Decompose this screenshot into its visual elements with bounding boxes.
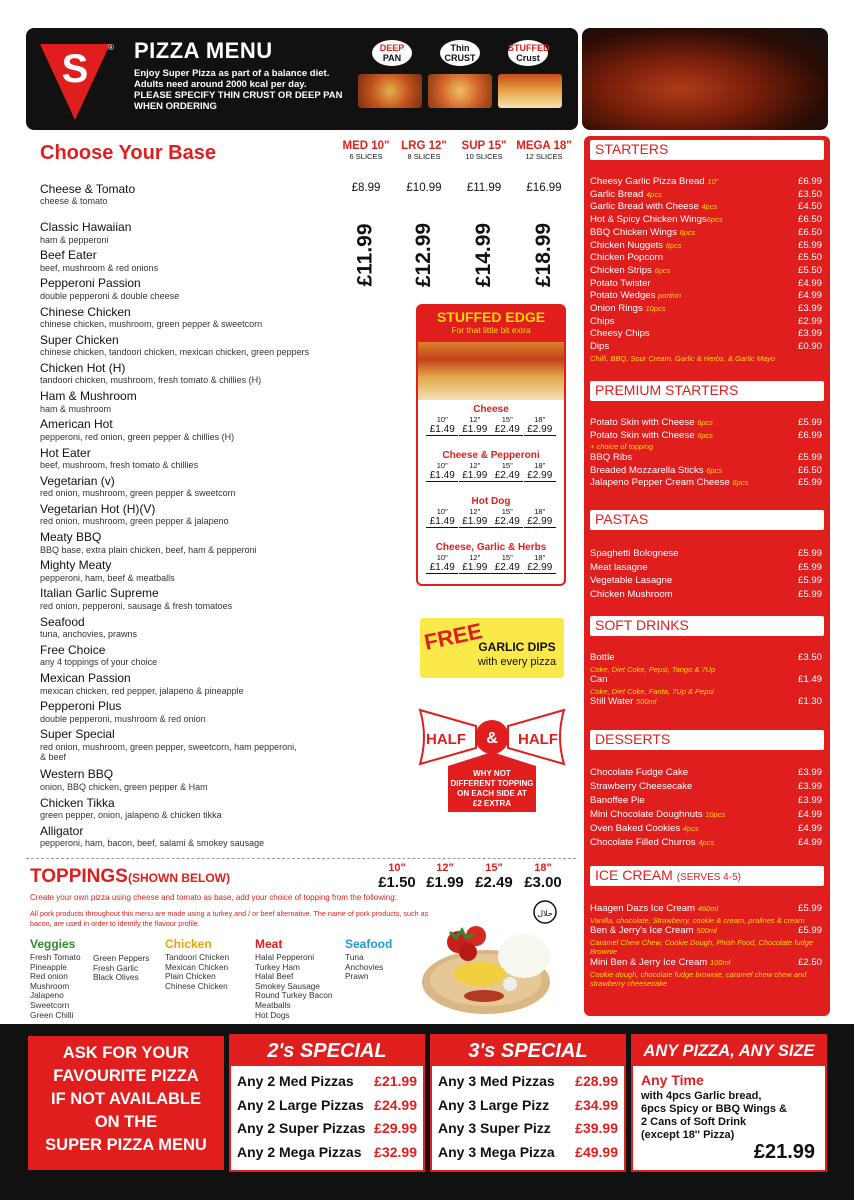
any-pizza-deal-box <box>631 1034 827 1172</box>
flavour-options: Vanilla, chocolate, Strawberry, cookie & cream, pralines & cream <box>590 915 805 925</box>
topping-column-veggies-extra: Green Peppers Fresh Garlic Black Olives <box>93 953 150 983</box>
deal-row: Any 3 Large Pizz £34.99 <box>438 1096 618 1113</box>
ice-cream-list <box>590 903 824 989</box>
menu-item: Potato Skin with Cheese 6pcs £5.99 <box>590 417 822 428</box>
pizza-item: Beef Eater beef, mushroom & red onions <box>40 248 159 273</box>
topping-price: 10" £1.50 <box>378 862 416 891</box>
all-pizzas-price-lrg: £12.99 <box>412 222 436 288</box>
flavour-options: Caramel Chew Chew, Cookie Dough, Phish Food, Chocolate fudge Brownie <box>590 937 814 957</box>
half-ampersand: & <box>486 730 498 747</box>
stuffed-edge-header <box>418 306 564 342</box>
desserts-list <box>590 766 824 850</box>
menu-item: Chocolate Filled Churros 4pcs £4.99 <box>590 837 822 848</box>
deal-row: Any 3 Super Pizz £39.99 <box>438 1120 618 1136</box>
toppings-instruction: Create your own pizza using cheese and tomato as base, add your choice of topping from the following: <box>30 893 397 902</box>
any-pizza-title: ANY PIZZA, ANY SIZE <box>633 1036 825 1066</box>
menu-item: Dips £0.90 <box>590 341 822 353</box>
page-title: PIZZA MENU <box>134 38 273 63</box>
stuffed-crust-photo <box>498 74 562 108</box>
menu-item: Ben & Jerry's Ice Cream 500ml £5.99 <box>590 925 822 937</box>
pizza-item: Vegetarian Hot (H)(V) red onion, mushroom, green pepper & jalapeno <box>40 501 229 527</box>
super-pizza-logo <box>38 36 112 122</box>
menu-item: Chicken Mushroom £5.99 <box>590 588 822 600</box>
chicken-wings-photo <box>582 28 828 130</box>
menu-item: Jalapeno Pepper Cream Cheese 6pcs £5.99 <box>590 477 822 489</box>
premium-starters-list <box>590 417 824 490</box>
pizza-item: Western BBQ onion, BBQ chicken, green pepper & Ham <box>40 767 208 792</box>
deal-row: Any 2 Mega Pizzas £32.99 <box>237 1143 417 1160</box>
menu-item: Chips £2.99 <box>590 315 822 327</box>
stuffed-edge-group: Cheese & Pepperoni 10" 12" 15" 18" £1.49 £1.99 £2.49 £2.99 <box>418 450 564 482</box>
pork-products-note: All pork products throughout this menu are made using a turkey and / or beef alternative. The name of pork products, such as bacon, are used in order to identify the flavour profile. <box>30 909 429 928</box>
menu-item: Vegetable Lasagne £5.99 <box>590 575 822 586</box>
toppings-title: TOPPINGS <box>30 866 128 887</box>
menu-item: Chicken Popcorn £5.50 <box>590 252 822 264</box>
premium-starters-heading: PREMIUM STARTERS <box>590 381 824 401</box>
menu-item: Potato Skin with Cheese 6pcs £6.99 <box>590 429 822 441</box>
pizza-item: Pepperoni Plus double pepperoni, mushroom & red onion <box>40 699 206 724</box>
topping-price: 18" £3.00 <box>524 862 562 891</box>
twos-special-title: 2's SPECIAL <box>231 1036 423 1066</box>
size-header-mega: MEGA 18" 12 SLICES <box>516 140 572 161</box>
pizza-item: Mexican Passion mexican chicken, red pepper, jalapeno & pineapple <box>40 671 244 696</box>
pizza-item: Mighty Meaty pepperoni, ham, beef & meatballs <box>40 558 175 583</box>
desserts-heading: DESSERTS <box>590 730 824 750</box>
topping-price: 15" £2.49 <box>475 862 513 891</box>
pizza-item: Super Special red onion, mushroom, green pepper, sweetcorn, ham pepperoni, & beef <box>40 727 297 762</box>
dips-options: Chilli, BBQ, Sour Cream, Garlic & Herbs, & Garlic Mayo <box>590 353 776 363</box>
cheese-tomato-desc: cheese & tomato <box>40 196 108 206</box>
size-header-med: MED 10" 6 SLICES <box>342 140 390 161</box>
pizza-item: Italian Garlic Supreme red onion, pepperoni, sausage & fresh tomatoes <box>40 586 233 611</box>
menu-item: Garlic Bread 4pcs £3.50 <box>590 188 822 200</box>
starters-list <box>590 176 824 363</box>
pizza-item: Vegetarian (v) red onion, mushroom, green pepper & sweetcorn <box>40 473 236 499</box>
cheese-tomato-price: £8.99 <box>351 182 381 194</box>
menu-item: Onion Rings 10pcs £3.99 <box>590 303 822 315</box>
topping-price: 12" £1.99 <box>426 862 464 891</box>
topping-column-seafood: Seafood Tuna Anchovies Prawn <box>345 937 393 982</box>
size-header-lrg: LRG 12" 8 SLICES <box>401 140 447 161</box>
menu-header <box>26 28 578 130</box>
deal-row: Any 3 Med Pizzas £28.99 <box>438 1073 618 1089</box>
threes-special-box <box>430 1034 626 1172</box>
free-dips-line1: GARLIC DIPS <box>478 640 556 654</box>
menu-item: Potato Wedges portion £4.99 <box>590 290 822 302</box>
menu-item: BBQ Ribs £5.99 <box>590 451 822 463</box>
stuffed-edge-group: Cheese 10" 12" 15" 18" £1.49 £1.99 £2.49 £2.99 <box>418 404 564 436</box>
pizza-item: Pepperoni Passion double pepperoni & double cheese <box>40 276 180 301</box>
deal-row: Any 3 Mega Pizza £49.99 <box>438 1143 618 1160</box>
cheese-tomato-price: £10.99 <box>406 182 442 194</box>
deal-row: Any 2 Super Pizzas £29.99 <box>237 1120 417 1136</box>
twos-special-box <box>229 1034 425 1172</box>
toppings-photo <box>420 900 560 1018</box>
soft-drinks-list <box>590 652 824 709</box>
cheese-tomato-price: £11.99 <box>466 182 502 194</box>
deep-pan-photo <box>358 74 422 108</box>
menu-item: Cheesy Garlic Pizza Bread 10" £6.99 <box>590 176 822 187</box>
ice-cream-heading: ICE CREAM (SERVES 4-5) <box>590 866 824 886</box>
menu-item: Still Water 500ml £1.30 <box>590 696 822 708</box>
pizza-item: Super Chicken chinese chicken, tandoori chicken, mexican chicken, green peppers <box>40 332 310 358</box>
pizza-item: Chicken Tikka green pepper, onion, jalapeno & chicken tikka <box>40 795 222 821</box>
half-right-label: HALF <box>518 731 558 748</box>
threes-special-title: 3's SPECIAL <box>432 1036 624 1066</box>
half-and-half-badge <box>416 704 568 816</box>
starters-heading: STARTERS <box>590 140 824 160</box>
stuffed-edge-group: Hot Dog 10" 12" 15" 18" £1.49 £1.99 £2.49 £2.99 <box>418 496 564 528</box>
flavour-options: Cookie dough, chocolate fudge brownie, caramel chew chew and strawberry cheesecake <box>590 969 807 989</box>
stuffed-edge-panel <box>416 304 566 586</box>
half-note-line: ON EACH SIDE AT <box>457 789 527 798</box>
all-pizzas-price-sup: £14.99 <box>472 222 496 288</box>
menu-item: Chicken Nuggets 8pcs £5.99 <box>590 239 822 251</box>
drink-options: Coke, Diet Coke, Fanta, 7Up & Pepsi <box>590 686 714 696</box>
stuffed-edge-photo <box>418 342 564 400</box>
deep-pan-badge: DEEP PAN <box>372 40 412 66</box>
menu-item: Oven Baked Cookies 4pcs £4.99 <box>590 823 822 834</box>
header-intro <box>134 68 354 112</box>
free-label: FREE <box>421 618 485 655</box>
free-dips-line2: with every pizza <box>477 656 557 668</box>
any-time-label: Any Time <box>641 1072 704 1088</box>
menu-item: Banoffee Pie £3.99 <box>590 795 822 806</box>
half-left-label: HALF <box>426 731 466 748</box>
menu-item: Can £1.49 <box>590 674 822 686</box>
half-note-line: DIFFERENT TOPPING <box>450 779 534 788</box>
thin-crust-photo <box>428 74 492 108</box>
menu-item: Strawberry Cheesecake £3.99 <box>590 781 822 792</box>
pizza-item: Hot Eater beef, mushroom, fresh tomato & chillies <box>40 445 199 470</box>
topping-choice-note: + choice of topping <box>590 442 654 452</box>
pizza-item: Seafood tuna, anchovies, prawns <box>40 614 138 640</box>
registered-mark: ® <box>108 43 114 52</box>
intro-line: Enjoy Super Pizza as part of a balance diet. <box>134 68 330 79</box>
pizza-item: Chinese Chicken chinese chicken, mushroom, green pepper & sweetcorn <box>40 304 263 330</box>
intro-line: PLEASE SPECIFY THIN CRUST OR DEEP PAN <box>134 90 343 101</box>
menu-item: Breaded Mozzarella Sticks 6pcs £6.50 <box>590 464 822 476</box>
ask-favourite-pizza-box: ASK FOR YOUR FAVOURITE PIZZA IF NOT AVAILABLE ON THE SUPER PIZZA MENU <box>28 1036 224 1170</box>
logo-letter: S <box>61 47 89 91</box>
half-note-line: WHY NOT <box>473 769 511 778</box>
topping-column-chicken: Chicken Tandoori Chicken Mexican Chicken Plain Chicken Chinese Chicken <box>165 937 230 991</box>
drink-options: Coke, Diet Coke, Pepsi, Tango & 7Up <box>590 664 716 674</box>
pizza-item: Free Choice any 4 toppings of your choice <box>40 642 158 668</box>
free-garlic-dips-banner <box>420 618 564 678</box>
pizza-item: Ham & Mushroom ham & mushroom <box>40 389 137 414</box>
menu-item: Chicken Strips 6pcs £5.50 <box>590 264 822 276</box>
menu-item: Chocolate Fudge Cake £3.99 <box>590 767 822 778</box>
toppings-divider <box>26 858 576 859</box>
deal-row: Any 2 Med Pizzas £21.99 <box>237 1073 417 1089</box>
topping-column-veggies: Veggies Fresh Tomato Pineapple Red onion Mushroom Jalapeno Sweetcorn Green Chilli <box>30 937 81 1020</box>
menu-item: Garlic Bread with Cheese 4pcs £4.50 <box>590 201 822 213</box>
stuffed-edge-subtitle: For that little bit extra <box>451 325 531 335</box>
menu-item: Bottle £3.50 <box>590 652 822 663</box>
any-pizza-description: with 4pcs Garlic bread, 6pcs Spicy or BBQ Wings & 2 Cans of Soft Drink (except 18'' Pizza) <box>641 1090 787 1141</box>
menu-item: Potato Twister £4.99 <box>590 277 822 289</box>
pizza-item: Alligator pepperoni, ham, bacon, beef, salami & smokey sausage <box>40 823 265 849</box>
menu-item: Mini Ben & Jerry Ice Cream 100ml £2.50 <box>590 956 822 968</box>
stuffed-edge-title: STUFFED EDGE <box>436 309 546 325</box>
all-pizzas-price-med: £11.99 <box>354 223 378 287</box>
deal-row: Any 2 Large Pizzas £24.99 <box>237 1096 417 1113</box>
pizza-item: Classic Hawaiian ham & pepperoni <box>40 220 132 245</box>
menu-item: Spaghetti Bolognese £5.99 <box>590 548 822 559</box>
intro-line: WHEN ORDERING <box>134 101 217 112</box>
half-note-line: £2 EXTRA <box>472 799 512 808</box>
soft-drinks-heading: SOFT DRINKS <box>590 616 824 636</box>
menu-item: Haagen Dazs Ice Cream 460ml £5.99 <box>590 903 822 914</box>
pizza-list <box>40 221 380 853</box>
menu-item: Meat lasagne £5.99 <box>590 561 822 573</box>
cheese-tomato-price: £16.99 <box>526 182 562 194</box>
menu-item: Mini Chocolate Doughnuts 10pcs £4.99 <box>590 809 822 820</box>
stuffed-edge-group: Cheese, Garlic & Herbs 10" 12" 15" 18" £1.49 £1.99 £2.49 £2.99 <box>418 542 564 574</box>
pastas-heading: PASTAS <box>590 510 824 530</box>
cheese-tomato-name: Cheese & Tomato <box>40 182 136 196</box>
halal-label: حلال <box>537 909 553 918</box>
menu-item: Cheesy Chips £3.99 <box>590 328 822 340</box>
base-title: Choose Your Base <box>40 142 216 164</box>
pizza-item: American Hot pepperoni, red onion, green pepper & chillies (H) <box>40 417 235 442</box>
size-header-sup: SUP 15" 10 SLICES <box>461 140 507 161</box>
pizza-item: Chicken Hot (H) tandoori chicken, mushroom, fresh tomato & chillies (H) <box>40 360 262 386</box>
thin-crust-badge: Thin CRUST <box>440 40 480 66</box>
toppings-subtitle: (SHOWN BELOW) <box>128 871 230 885</box>
menu-item: BBQ Chicken Wings 6pcs £6.50 <box>590 226 822 238</box>
menu-item: Hot & Spicy Chicken Wings6pcs £6.50 <box>590 214 822 226</box>
any-pizza-price: £21.99 <box>753 1141 815 1163</box>
intro-line: Adults need around 2000 kcal per day. <box>134 79 307 90</box>
topping-column-meat: Meat Halal Pepperoni Turkey Ham Halal Beef Smokey Sausage Round Turkey Bacon Meatballs Hot Dogs <box>255 937 333 1020</box>
pizza-item: Meaty BBQ BBQ base, extra plain chicken, beef, ham & pepperoni <box>40 530 257 555</box>
all-pizzas-price-mega: £18.99 <box>532 222 556 288</box>
stuffed-crust-badge: STUFFED Crust <box>508 40 548 66</box>
pastas-list <box>590 547 824 601</box>
